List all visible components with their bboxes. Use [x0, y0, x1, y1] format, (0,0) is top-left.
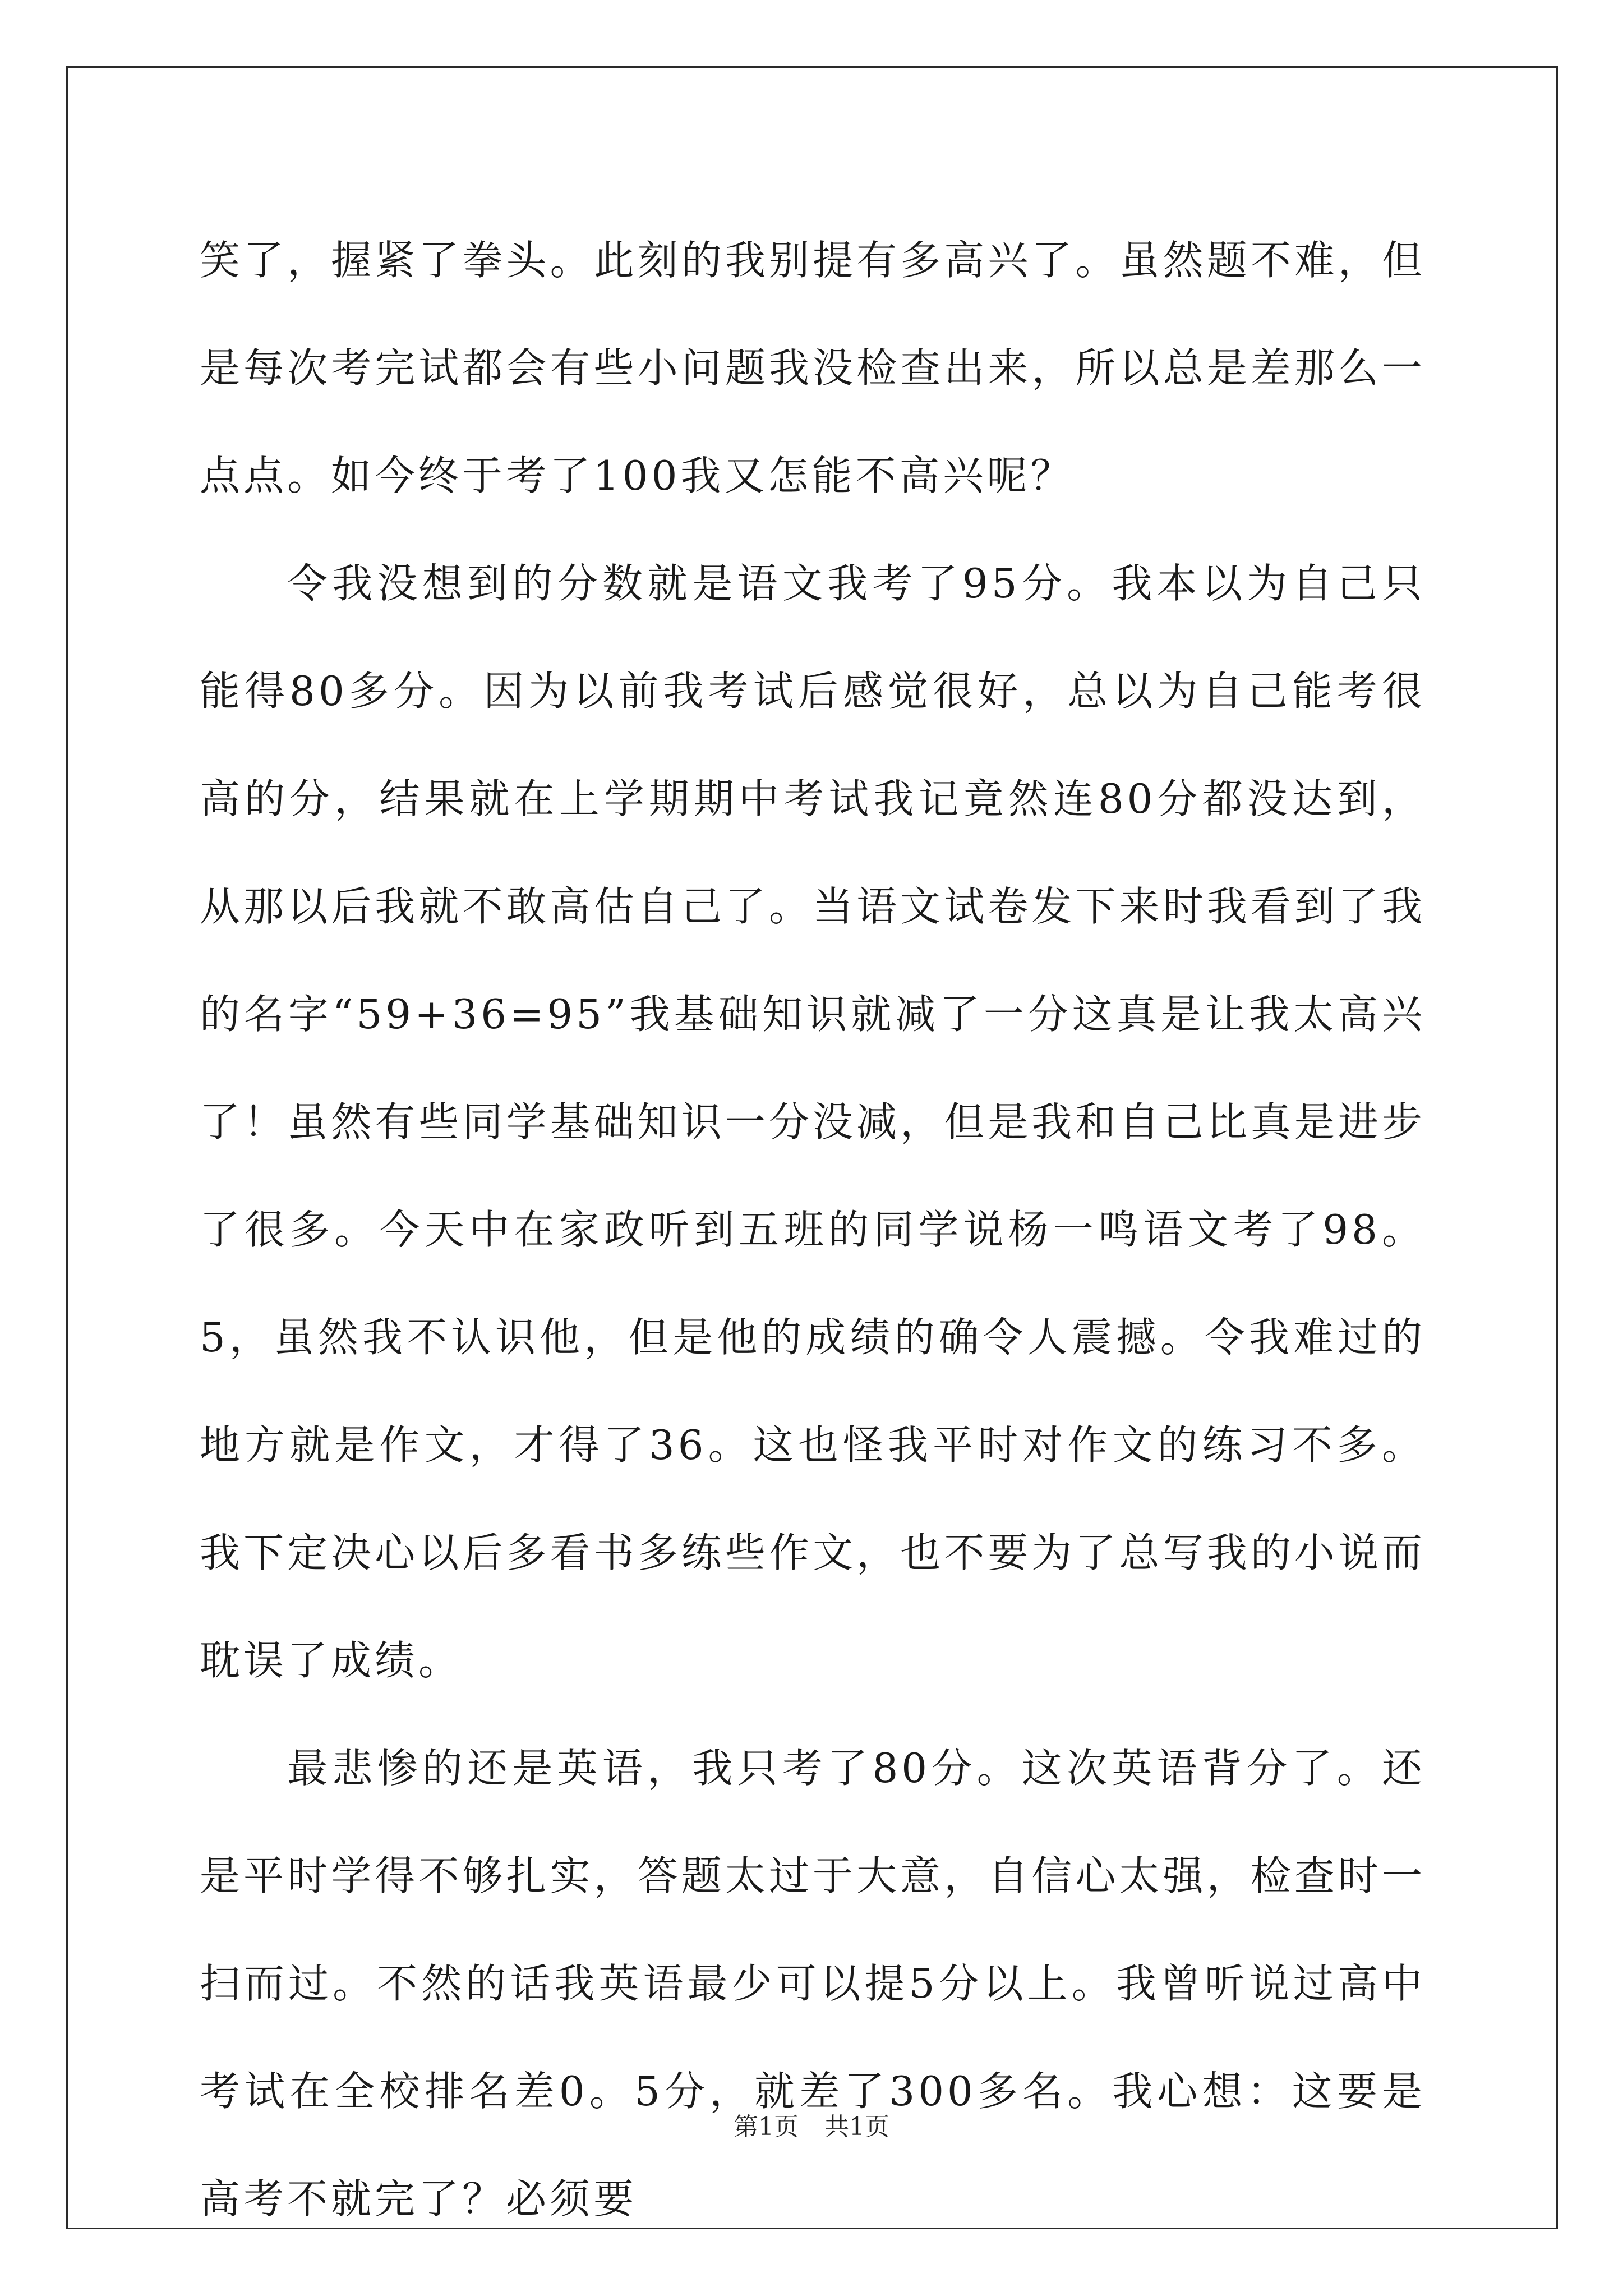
- page-total: 共1页: [824, 2113, 889, 2141]
- paragraph-3: 最悲惨的还是英语，我只考了80分。这次英语背分了。还是平时学得不够扎实，答题太过于大意，自信心太强，检查时一扫而过。不然的话我英语最少可以提5分以上。我曾听说过高中考试在全校排名差0。5分，就差了300多名。我心想：这要是高考不就完了？必须要: [200, 1745, 1426, 2223]
- paragraph-1: 笑了，握紧了拳头。此刻的我别提有多高兴了。虽然题不难，但是每次考完试都会有些小问题我没检查出来，所以总是差那么一点点。如今终于考了100我又怎能不高兴呢？: [200, 237, 1426, 499]
- page-number: 第1页: [734, 2113, 799, 2141]
- page-footer: [0, 2110, 1623, 2144]
- document-body: [200, 206, 1426, 2253]
- paragraph-2: 令我没想到的分数就是语文我考了95分。我本以为自己只能得80多分。因为以前我考试后感觉很好，总以为自己能考很高的分，结果就在上学期期中考试我记竟然连80分都没达到，从那以后我就不敢高估自己了。当语文试卷发下来时我看到了我的名字“59+36=95”我基础知识就减了一分这真是让我太高兴了！虽然有些同学基础知识一分没减，但是我和自己比真是进步了很多。今天中在家政听到五班的同学说杨一鸣语文考了98。5，虽然我不认识他，但是他的成绩的确令人震撼。令我难过的地方就是作文，才得了36。这也怪我平时对作文的练习不多。我下定决心以后多看书多练些作文，也不要为了总写我的小说而耽误了成绩。: [200, 560, 1426, 1684]
